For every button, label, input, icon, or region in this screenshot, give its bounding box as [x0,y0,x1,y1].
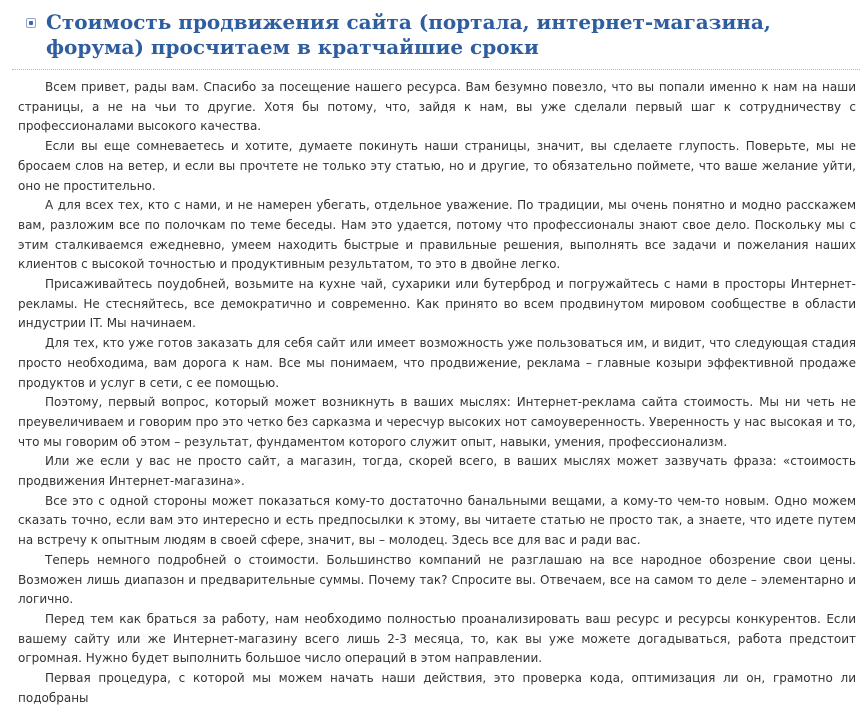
page-title: Стоимость продвижения сайта (портала, интернет-магазина, форума) просчитаем в кратчайшие сроки [46,10,771,59]
article-paragraph: Всем привет, рады вам. Спасибо за посещение нашего ресурса. Вам безумно повезло, что вы попали именно к нам на наши страницы, а не на чьи то другие. Хотя бы потому, что, зайдя к нам, вы уже сделали первый шаг к сотрудничеству с профессионалами высокого качества. [18,80,856,134]
square-bullet-icon [26,18,36,28]
article-paragraph: Первая процедура, с которой мы можем начать наши действия, это проверка кода, оптимизация ли он, грамотно ли подобраны [18,671,856,705]
article-paragraph: Для тех, кто уже готов заказать для себя сайт или имеет возможность уже пользоваться им, и видит, что следующая стадия просто необходима, вам дорога к нам. Все мы понимаем, что продвижение, реклама – главные козыри эффективной продаже продуктов и услуг в сети, с ее помощью. [18,336,856,390]
article-paragraph: Все это с одной стороны может показаться кому-то достаточно банальными вещами, а кому-то чем-то новым. Одно можем сказать точно, если вам это интересно и есть предпосылки к этому, вы читаете статью не просто так, а знаете, что идете путем на встречу к опытным людям в своей сфере, значит, вы – молодец. Здесь все для вас и ради вас. [18,493,856,548]
article-paragraph: Если вы еще сомневаетесь и хотите, думаете покинуть наши страницы, значит, вы сделаете глупость. Поверьте, мы не бросаем слов на ветер, и если вы прочтете не только эту статью, но и другие, то обязательно поймете, что ваше желание уйти, оно не простительно. [18,139,856,193]
header-divider [12,69,860,70]
article-paragraph: Присаживайтесь поудобней, возьмите на кухне чай, сухарики или бутерброд и погружайтесь с нами в просторы Интернет-рекламы. Не стесняйтесь, все демократично и современно. Как принято во всем продвинутом мировом сообществе в области индустрии IT. Мы начинаем. [18,277,856,331]
article-paragraph: Перед тем как браться за работу, нам необходимо полностью проанализировать ваш ресурс и ресурсы конкурентов. Если вашему сайту или же Интернет-магазину всего лишь 2-3 месяца, то, как вы уже можете догадываться, работа предстоит огромная. Нужно будет выполнить большое число операций в этом направлении. [18,611,856,666]
article-paragraph: Поэтому, первый вопрос, который может возникнуть в ваших мыслях: Интернет-реклама сайта стоимость. Мы ни четь не преувеличиваем и говорим про это четко без сарказма и чересчур высоких нот самоуверенность. Уверенность у нас высокая и то, что мы говорим об этом – результат, фундаментом которого служит опыт, навыки, умения, профессионализм. [18,395,856,449]
article-paragraph: Или же если у вас не просто сайт, а магазин, тогда, скорей всего, в ваших мыслях может зазвучать фраза: «стоимость продвижения Интернет-магазина». [18,454,856,489]
article-body [18,78,856,709]
article-paragraph: А для всех тех, кто с нами, и не намерен убегать, отдельное уважение. По традиции, мы очень понятно и модно расскажем вам, разложим все по полочкам по теме беседы. Нам это удается, потому что профессионалы знают свое дело. Поскольку мы с этим сталкиваемся ежедневно, умеем находить быстрые и правильные решения, выполнять все задачи и пожелания наших клиентов с высокой точностью и продуктивным результатом, то это в двойне легко. [18,198,856,272]
article-paragraph: Теперь немного подробней о стоимости. Большинство компаний не разглашаю на все народное обозрение свои цены. Возможен лишь диапазон и предварительные суммы. Почему так? Спросите вы. Отвечаем, все на самом то деле – элементарно и логично. [18,552,856,607]
article-header [0,0,863,71]
